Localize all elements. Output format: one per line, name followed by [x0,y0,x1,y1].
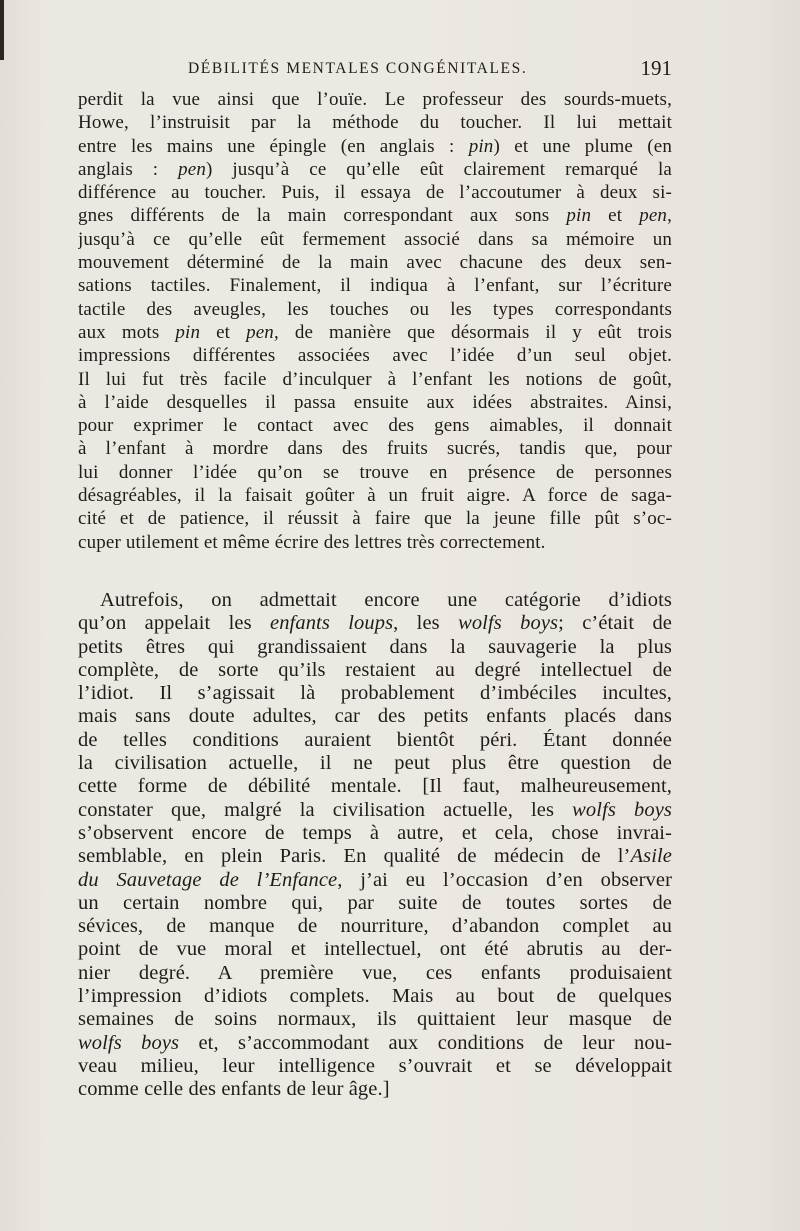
text-run: perdit la vue ainsi que l’ouïe. Le professeur des sourds-muets, [78,89,672,110]
text-line [78,204,672,227]
text-line [78,915,672,938]
text-run: veau milieu, leur intelligence s’ouvrait et se développait [78,1054,672,1077]
text-line [78,962,672,985]
text-run: ) et une plume (en [493,135,672,157]
text-run: Il lui fut très facile d’inculquer à l’enfant les notions de goût, [78,368,672,390]
text-run: sations tactiles. Finalement, il indiqua à l’enfant, sur l’écriture [78,275,672,297]
text-line [78,88,672,111]
text-run: différence au toucher. Puis, il essaya de l’accoutumer à deux si- [78,182,672,204]
text-run: et [591,205,640,227]
text-line [78,228,672,251]
text-run: sévices, de manque de nourriture, d’abandon complet au [78,915,672,938]
text-line [78,729,672,752]
text-line [78,181,672,204]
text-line [78,892,672,915]
italic-text-run: pin [566,205,592,227]
text-run: qu’on appelait les [78,612,270,635]
text-run: entre les mains une épingle (en anglais : [78,135,469,157]
page-edge-shadow [0,0,4,60]
text-run: , les [393,612,459,635]
text-line [78,368,672,391]
italic-text-run: Asile [630,845,672,868]
text-line [78,391,672,414]
text-run: et [200,321,247,343]
text-run: un certain nombre qui, par suite de toutes sortes de [78,891,672,914]
text-line [78,484,672,507]
text-line [78,531,672,554]
italic-text-run: pin [175,321,201,343]
text-line [78,158,672,181]
text-line [78,321,672,344]
text-line [78,612,672,635]
text-run: anglais : [78,158,179,180]
text-line [78,659,672,682]
text-run: constater que, malgré la civilisation actuelle, les [78,798,573,821]
italic-text-run: pen [246,321,274,343]
paragraph-1 [78,88,672,554]
text-run: gnes différents de la main correspondant aux sons [78,205,567,227]
text-line [78,111,672,134]
text-run: cité et de patience, il réussit à faire que la jeune fille pût s’oc- [78,508,672,530]
paragraph-2 [78,589,672,1102]
text-run: point de vue moral et intellectuel, ont été abrutis au der- [78,938,672,961]
text-run: nier degré. A première vue, ces enfants produisaient [78,961,672,984]
italic-text-run: wolfs boys [572,798,672,821]
text-run: ) jusqu’à ce qu’elle eût clairement remarqué la [205,158,672,180]
text-line [78,461,672,484]
text-line [78,344,672,367]
italic-text-run: wolfs boys [458,612,559,635]
text-line [78,589,672,612]
text-line [78,938,672,961]
text-run: tactile des aveugles, les touches ou les types correspondants [78,298,672,320]
text-run: pour exprimer le contact avec des gens aimables, il donnait [78,415,672,437]
text-run: s’observent encore de temps à autre, et cela, chose invrai- [78,821,672,844]
text-run: jusqu’à ce qu’elle eût fermement associé dans sa mémoire un [78,228,672,250]
text-line [78,869,672,892]
text-line [78,985,672,1008]
text-line [78,507,672,530]
text-run: , [667,205,672,227]
page-number: 191 [640,56,672,80]
text-line [78,1008,672,1031]
italic-text-run: wolfs boys [78,1031,180,1054]
text-line [78,1055,672,1078]
italic-text-run: enfants loups [270,612,394,635]
italic-text-run: du Sauvetage de l’Enfance [78,868,338,891]
text-line [78,274,672,297]
text-run: cuper utilement et même écrire des lettres très correctement. [78,531,546,553]
text-line [78,437,672,460]
text-line [78,1078,672,1101]
text-run: aux mots [78,321,176,343]
text-run: désagréables, il la faisait goûter à un fruit aigre. A force de saga- [78,485,672,507]
italic-text-run: pen [639,205,668,227]
text-run: cette forme de débilité mentale. [Il faut, malheureusement, [78,775,672,798]
text-line [78,705,672,728]
text-line [78,251,672,274]
text-run: à l’aide desquelles il passa ensuite aux idées abstraites. Ainsi, [78,391,672,413]
text-run: la civilisation actuelle, il ne peut plus être question de [78,752,672,775]
text-line [78,636,672,659]
running-head [78,56,672,84]
text-run: complète, de sorte qu’ils restaient au degré intellectuel de [78,658,672,681]
text-run: , de manière que désormais il y eût trois [273,321,672,343]
text-run: impressions différentes associées avec l’idée d’un seul objet. [78,345,672,367]
text-line [78,1032,672,1055]
running-title: DÉBILITÉS MENTALES CONGÉNITALES. [188,60,528,77]
text-run: comme celle des enfants de leur âge.] [78,1078,390,1101]
text-line [78,298,672,321]
text-run: petits êtres qui grandissaient dans la sauvagerie la plus [78,635,672,658]
text-line [78,822,672,845]
text-run: Howe, l’instruisit par la méthode du toucher. Il lui mettait [78,112,672,134]
text-run: Autrefois, on admettait encore une catégorie d’idiots [100,589,672,611]
text-run: semblable, en plein Paris. En qualité de médecin de l’ [78,845,631,868]
text-run: mais sans doute adultes, car des petits enfants placés dans [78,705,672,728]
italic-text-run: pin [468,135,494,157]
text-run: et, s’accommodant aux conditions de leur nou- [179,1031,672,1054]
text-line [78,845,672,868]
text-run: l’impression d’idiots complets. Mais au bout de quelques [78,985,672,1008]
text-line [78,135,672,158]
text-run: lui donner l’idée qu’on se trouve en présence de personnes [78,461,672,483]
text-line [78,775,672,798]
italic-text-run: pen [178,158,206,180]
text-line [78,799,672,822]
text-run: semaines de soins normaux, ils quittaient leur masque de [78,1008,672,1031]
text-run: à l’enfant à mordre dans des fruits sucrés, tandis que, pour [78,438,672,460]
text-run: de telles conditions auraient bientôt péri. Étant donnée [78,728,672,751]
text-line [78,752,672,775]
text-run: l’idiot. Il s’agissait là probablement d’imbéciles incultes, [78,682,672,705]
text-run: , j’ai eu l’occasion d’en observer [337,868,672,891]
text-run: mouvement déterminé de la main avec chacune des deux sen- [78,252,672,274]
text-run: ; c’était de [558,612,672,635]
text-line [78,682,672,705]
text-line [78,414,672,437]
